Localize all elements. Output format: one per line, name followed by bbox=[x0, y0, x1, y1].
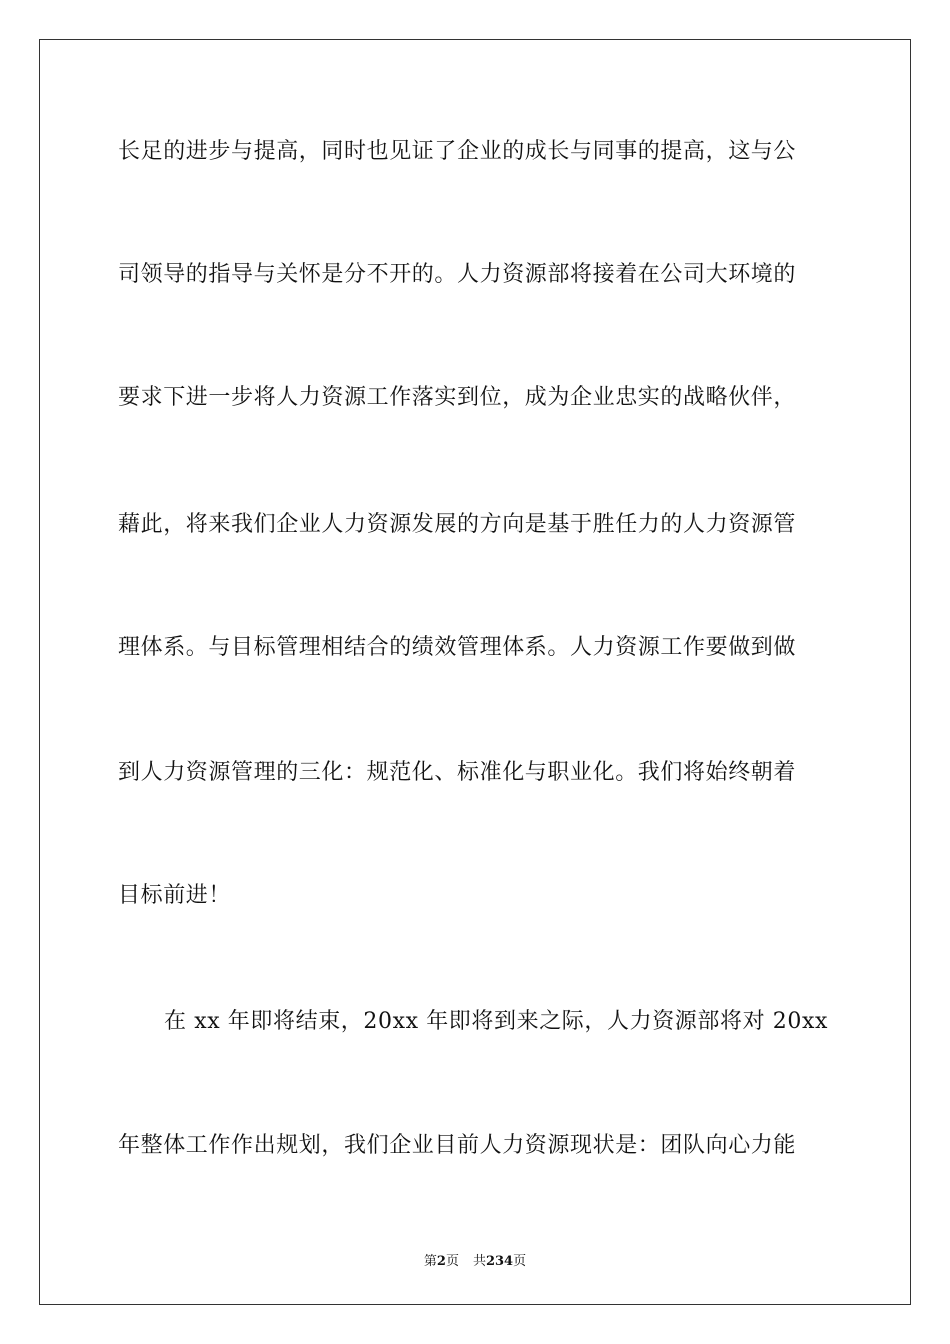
footer-total-pages: 234 bbox=[485, 1254, 514, 1269]
footer-total-suffix: 页 bbox=[513, 1254, 527, 1269]
text-line-3: 要求下进一步将人力资源工作落实到位，成为企业忠实的战略伙伴， bbox=[118, 385, 797, 410]
text-line-1: 长足的进步与提高，同时也见证了企业的成长与同事的提高，这与公 bbox=[118, 139, 797, 164]
footer-page-prefix: 第 bbox=[423, 1254, 437, 1269]
text-line-5: 理体系。与目标管理相结合的绩效管理体系。人力资源工作要做到做 bbox=[118, 635, 797, 660]
text-line-4: 藉此，将来我们企业人力资源发展的方向是基于胜任力的人力资源管 bbox=[118, 512, 797, 537]
text-line-6: 到人力资源管理的三化：规范化、标准化与职业化。我们将始终朝着 bbox=[118, 760, 797, 785]
text-line-7: 目标前进！ bbox=[118, 883, 232, 908]
page-footer bbox=[0, 1250, 950, 1269]
text-line-8-paragraph-start: 在 xx 年即将结束，20xx 年即将到来之际，人力资源部将对 20xx bbox=[164, 1009, 829, 1034]
text-line-2: 司领导的指导与关怀是分不开的。人力资源部将接着在公司大环境的 bbox=[118, 262, 797, 287]
footer-total-prefix: 共 bbox=[472, 1254, 486, 1269]
footer-page-number: 2 bbox=[436, 1254, 446, 1269]
page-border bbox=[39, 39, 911, 1305]
text-line-9: 年整体工作作出规划，我们企业目前人力资源现状是：团队向心力能 bbox=[118, 1133, 797, 1158]
footer-page-suffix: 页 bbox=[445, 1254, 459, 1269]
